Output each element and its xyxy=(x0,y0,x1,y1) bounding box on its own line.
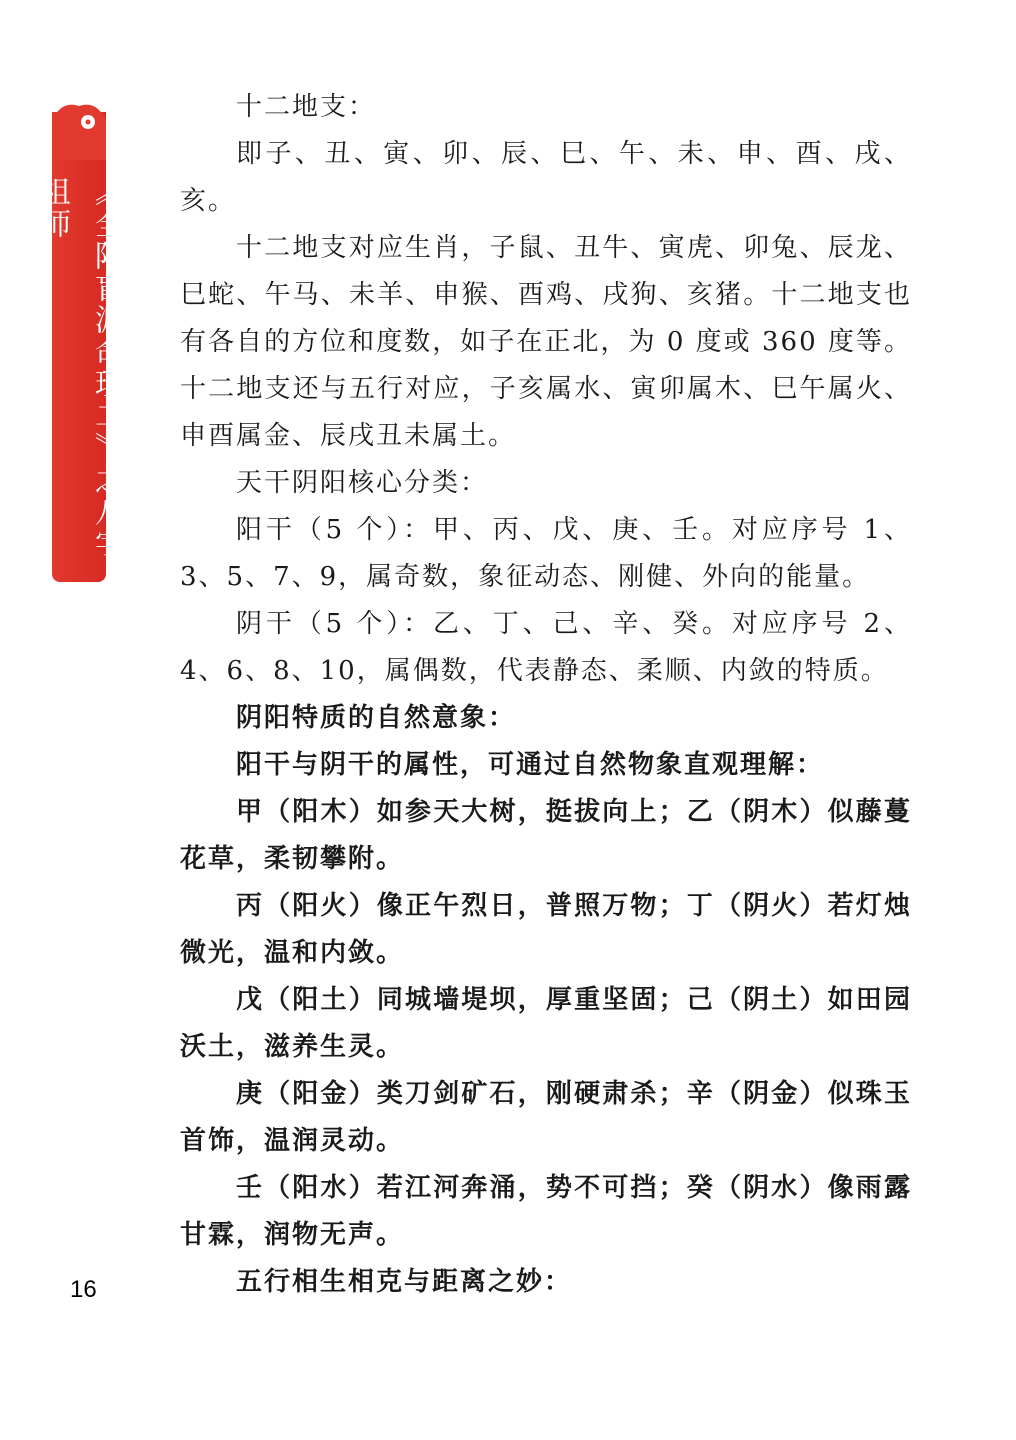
paragraph: 即子、丑、寅、卯、辰、巳、午、未、申、酉、戌、亥。 xyxy=(180,139,912,216)
paragraph: 戊（阳土）同城墙堤坝，厚重坚固；己（阴土）如田园沃土，滋养生灵。 xyxy=(180,985,912,1062)
paragraph: 阳干与阴干的属性，可通过自然物象直观理解： xyxy=(236,750,825,780)
paragraph: 丙（阳火）像正午烈日，普照万物；丁（阴火）若灯烛微光，温和内敛。 xyxy=(180,891,912,968)
paragraph: 阳干（5 个）：甲、丙、戊、庚、壬。对应序号 1、3、5、7、9，属奇数，象征动态、刚健、外向的能量。 xyxy=(180,515,912,592)
paragraph: 壬（阳水）若江河奔涌，势不可挡；癸（阴水）像雨露甘霖，润物无声。 xyxy=(180,1173,912,1250)
paragraph: 甲（阳木）如参天大树，挺拔向上；乙（阴木）似藤蔓花草，柔韧攀附。 xyxy=(180,797,912,874)
paragraph: 阴干（5 个）：乙、丁、己、辛、癸。对应序号 2、4、6、8、10，属偶数，代表静态、柔顺、内敛的特质。 xyxy=(180,609,912,686)
paragraph: 庚（阳金）类刀剑矿石，刚硬肃杀；辛（阴金）似珠玉首饰，温润灵动。 xyxy=(180,1079,912,1156)
page-number: 16 xyxy=(70,1276,97,1303)
page-content xyxy=(180,84,912,1306)
section-heading: 十二地支： xyxy=(236,92,377,122)
yin-yang-icon xyxy=(52,100,106,160)
sidebar-book-title: 《全阳盲派命理二》之八字祖师 xyxy=(35,176,124,560)
section-heading: 阴阳特质的自然意象： xyxy=(236,703,517,733)
section-heading: 天干阴阳核心分类： xyxy=(236,468,489,498)
paragraph: 十二地支对应生肖，子鼠、丑牛、寅虎、卯兔、辰龙、巳蛇、午马、未羊、申猴、酉鸡、戌狗、亥猪。十二地支也有各自的方位和度数，如子在正北，为 0 度或 360 度等。十二地支还与五行对应，子亥属水、寅卯属木、巳午属火、申酉属金、辰戌丑未属土。 xyxy=(180,233,912,451)
section-heading: 五行相生相克与距离之妙： xyxy=(236,1267,573,1297)
